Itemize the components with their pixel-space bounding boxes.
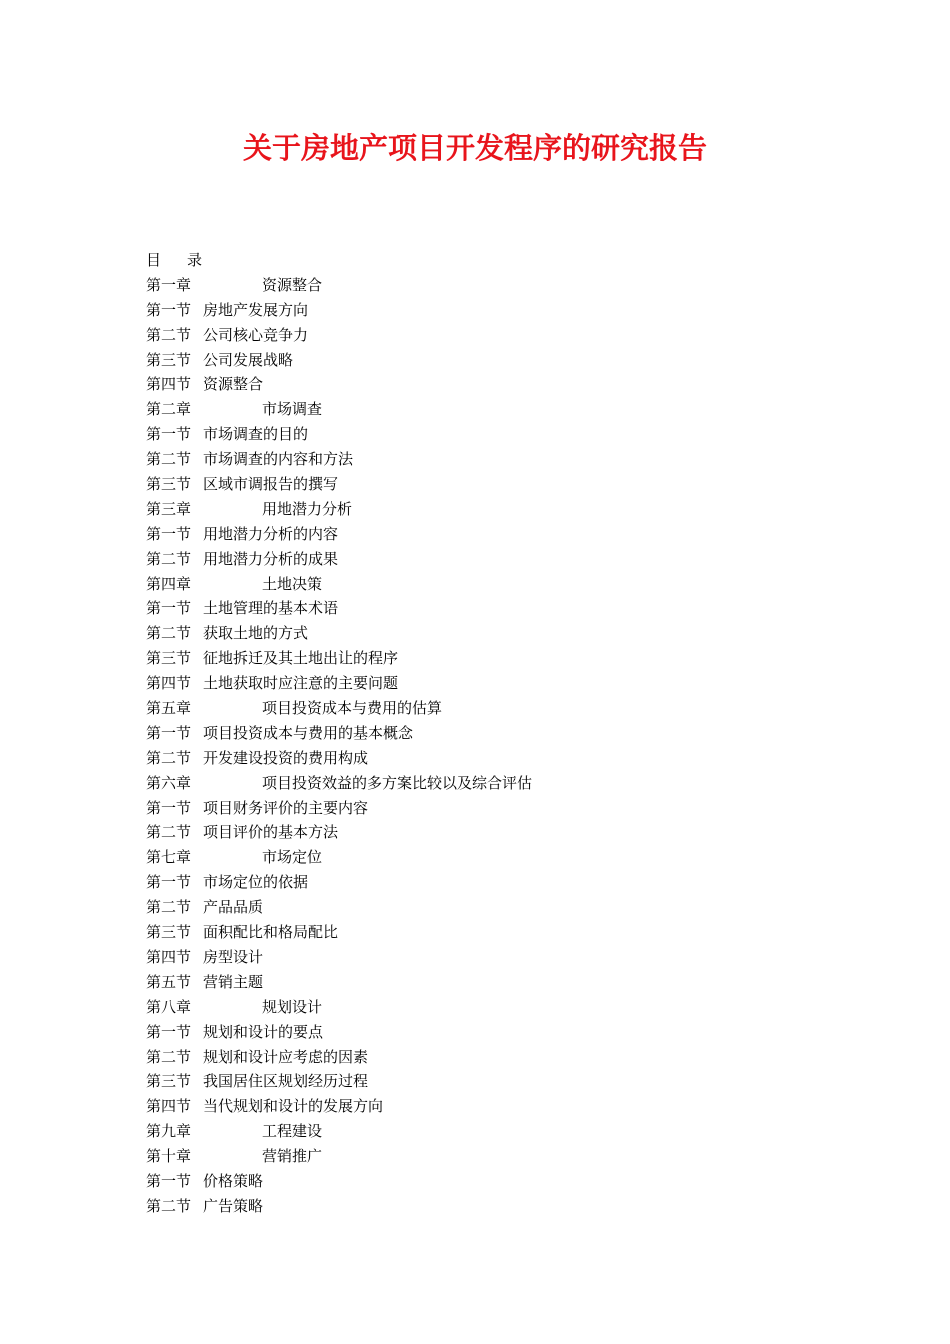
chapter-number: 第十章 <box>146 1147 192 1166</box>
toc-section-row <box>146 547 846 572</box>
section-number: 第二节 <box>146 1196 192 1215</box>
section-title: 市场调查的内容和方法 <box>203 450 354 469</box>
section-title: 房地产发展方向 <box>203 300 309 319</box>
section-title: 市场定位的依据 <box>203 873 309 892</box>
section-title: 营销主题 <box>203 972 264 991</box>
toc-chapter-row <box>146 572 846 597</box>
section-title: 规划和设计的要点 <box>203 1022 324 1041</box>
section-title: 用地潜力分析的内容 <box>203 524 339 543</box>
chapter-number: 第五章 <box>146 699 192 718</box>
section-title: 房型设计 <box>203 947 264 966</box>
section-title: 项目财务评价的主要内容 <box>203 798 369 817</box>
toc-section-row <box>146 1045 846 1070</box>
toc-chapter-row <box>146 995 846 1020</box>
section-title: 土地获取时应注意的主要问题 <box>203 674 399 693</box>
toc-section-row <box>146 970 846 995</box>
toc-section-row <box>146 820 846 845</box>
section-number: 第四节 <box>146 674 192 693</box>
toc-heading <box>146 248 846 273</box>
section-title: 获取土地的方式 <box>203 624 309 643</box>
toc-heading-char-1: 目 <box>146 251 162 269</box>
toc-section-row <box>146 1069 846 1094</box>
section-title: 项目评价的基本方法 <box>203 823 339 842</box>
section-number: 第四节 <box>146 1097 192 1116</box>
section-number: 第五节 <box>146 972 192 991</box>
section-title: 资源整合 <box>203 375 264 394</box>
toc-chapter-row <box>146 771 846 796</box>
section-number: 第一节 <box>146 873 192 892</box>
section-number: 第二节 <box>146 898 192 917</box>
section-title: 项目投资成本与费用的基本概念 <box>203 723 414 742</box>
section-title: 规划和设计应考虑的因素 <box>203 1047 369 1066</box>
toc-section-row <box>146 596 846 621</box>
section-number: 第二节 <box>146 549 192 568</box>
chapter-number: 第一章 <box>146 275 192 294</box>
section-number: 第一节 <box>146 798 192 817</box>
section-title: 当代规划和设计的发展方向 <box>203 1097 384 1116</box>
section-number: 第三节 <box>146 1072 192 1091</box>
section-title: 区域市调报告的撰写 <box>203 475 339 494</box>
section-number: 第三节 <box>146 475 192 494</box>
section-title: 公司核心竞争力 <box>203 325 309 344</box>
chapter-title: 营销推广 <box>262 1147 323 1166</box>
toc-chapter-row <box>146 1119 846 1144</box>
section-number: 第一节 <box>146 524 192 543</box>
section-number: 第二节 <box>146 450 192 469</box>
table-of-contents <box>146 248 846 1219</box>
toc-section-row <box>146 621 846 646</box>
toc-section-row <box>146 1020 846 1045</box>
section-title: 面积配比和格局配比 <box>203 923 339 942</box>
section-number: 第二节 <box>146 624 192 643</box>
toc-section-row <box>146 895 846 920</box>
section-number: 第一节 <box>146 1022 192 1041</box>
toc-chapter-row <box>146 273 846 298</box>
toc-section-row <box>146 1169 846 1194</box>
chapter-title: 资源整合 <box>262 275 323 294</box>
toc-section-row <box>146 796 846 821</box>
toc-section-row <box>146 472 846 497</box>
toc-section-row <box>146 522 846 547</box>
section-number: 第一节 <box>146 300 192 319</box>
section-title: 公司发展战略 <box>203 350 294 369</box>
chapter-number: 第四章 <box>146 574 192 593</box>
section-title: 用地潜力分析的成果 <box>203 549 339 568</box>
section-title: 我国居住区规划经历过程 <box>203 1072 369 1091</box>
toc-chapter-row <box>146 845 846 870</box>
section-number: 第四节 <box>146 947 192 966</box>
section-title: 价格策略 <box>203 1171 264 1190</box>
toc-section-row <box>146 348 846 373</box>
section-number: 第一节 <box>146 1171 192 1190</box>
toc-section-row <box>146 447 846 472</box>
chapter-title: 市场定位 <box>262 848 323 867</box>
section-number: 第三节 <box>146 350 192 369</box>
toc-list <box>146 273 846 1219</box>
toc-chapter-row <box>146 497 846 522</box>
chapter-number: 第九章 <box>146 1122 192 1141</box>
section-title: 市场调查的目的 <box>203 425 309 444</box>
toc-section-row <box>146 298 846 323</box>
chapter-title: 工程建设 <box>262 1122 323 1141</box>
chapter-title: 规划设计 <box>262 997 323 1016</box>
toc-section-row <box>146 1194 846 1219</box>
chapter-number: 第三章 <box>146 499 192 518</box>
section-number: 第一节 <box>146 599 192 618</box>
toc-section-row <box>146 945 846 970</box>
chapter-number: 第六章 <box>146 773 192 792</box>
chapter-number: 第七章 <box>146 848 192 867</box>
section-title: 征地拆迁及其土地出让的程序 <box>203 649 399 668</box>
section-number: 第三节 <box>146 923 192 942</box>
toc-section-row <box>146 422 846 447</box>
toc-section-row <box>146 323 846 348</box>
section-number: 第一节 <box>146 425 192 444</box>
chapter-title: 项目投资效益的多方案比较以及综合评估 <box>262 773 533 792</box>
chapter-number: 第二章 <box>146 400 192 419</box>
section-number: 第二节 <box>146 325 192 344</box>
chapter-title: 土地决策 <box>262 574 323 593</box>
toc-section-row <box>146 671 846 696</box>
toc-chapter-row <box>146 1144 846 1169</box>
section-number: 第二节 <box>146 823 192 842</box>
chapter-title: 市场调查 <box>262 400 323 419</box>
toc-section-row <box>146 372 846 397</box>
section-title: 广告策略 <box>203 1196 264 1215</box>
chapter-number: 第八章 <box>146 997 192 1016</box>
section-number: 第一节 <box>146 723 192 742</box>
section-number: 第二节 <box>146 1047 192 1066</box>
section-number: 第三节 <box>146 649 192 668</box>
section-number: 第二节 <box>146 748 192 767</box>
toc-section-row <box>146 646 846 671</box>
toc-section-row <box>146 746 846 771</box>
section-number: 第四节 <box>146 375 192 394</box>
toc-section-row <box>146 920 846 945</box>
section-title: 土地管理的基本术语 <box>203 599 339 618</box>
section-title: 产品品质 <box>203 898 264 917</box>
toc-section-row <box>146 870 846 895</box>
toc-chapter-row <box>146 397 846 422</box>
chapter-title: 用地潜力分析 <box>262 499 353 518</box>
chapter-title: 项目投资成本与费用的估算 <box>262 699 443 718</box>
toc-section-row <box>146 721 846 746</box>
section-title: 开发建设投资的费用构成 <box>203 748 369 767</box>
toc-section-row <box>146 1094 846 1119</box>
toc-heading-char-2: 录 <box>187 251 203 269</box>
toc-chapter-row <box>146 696 846 721</box>
document-title: 关于房地产项目开发程序的研究报告 <box>242 131 707 165</box>
